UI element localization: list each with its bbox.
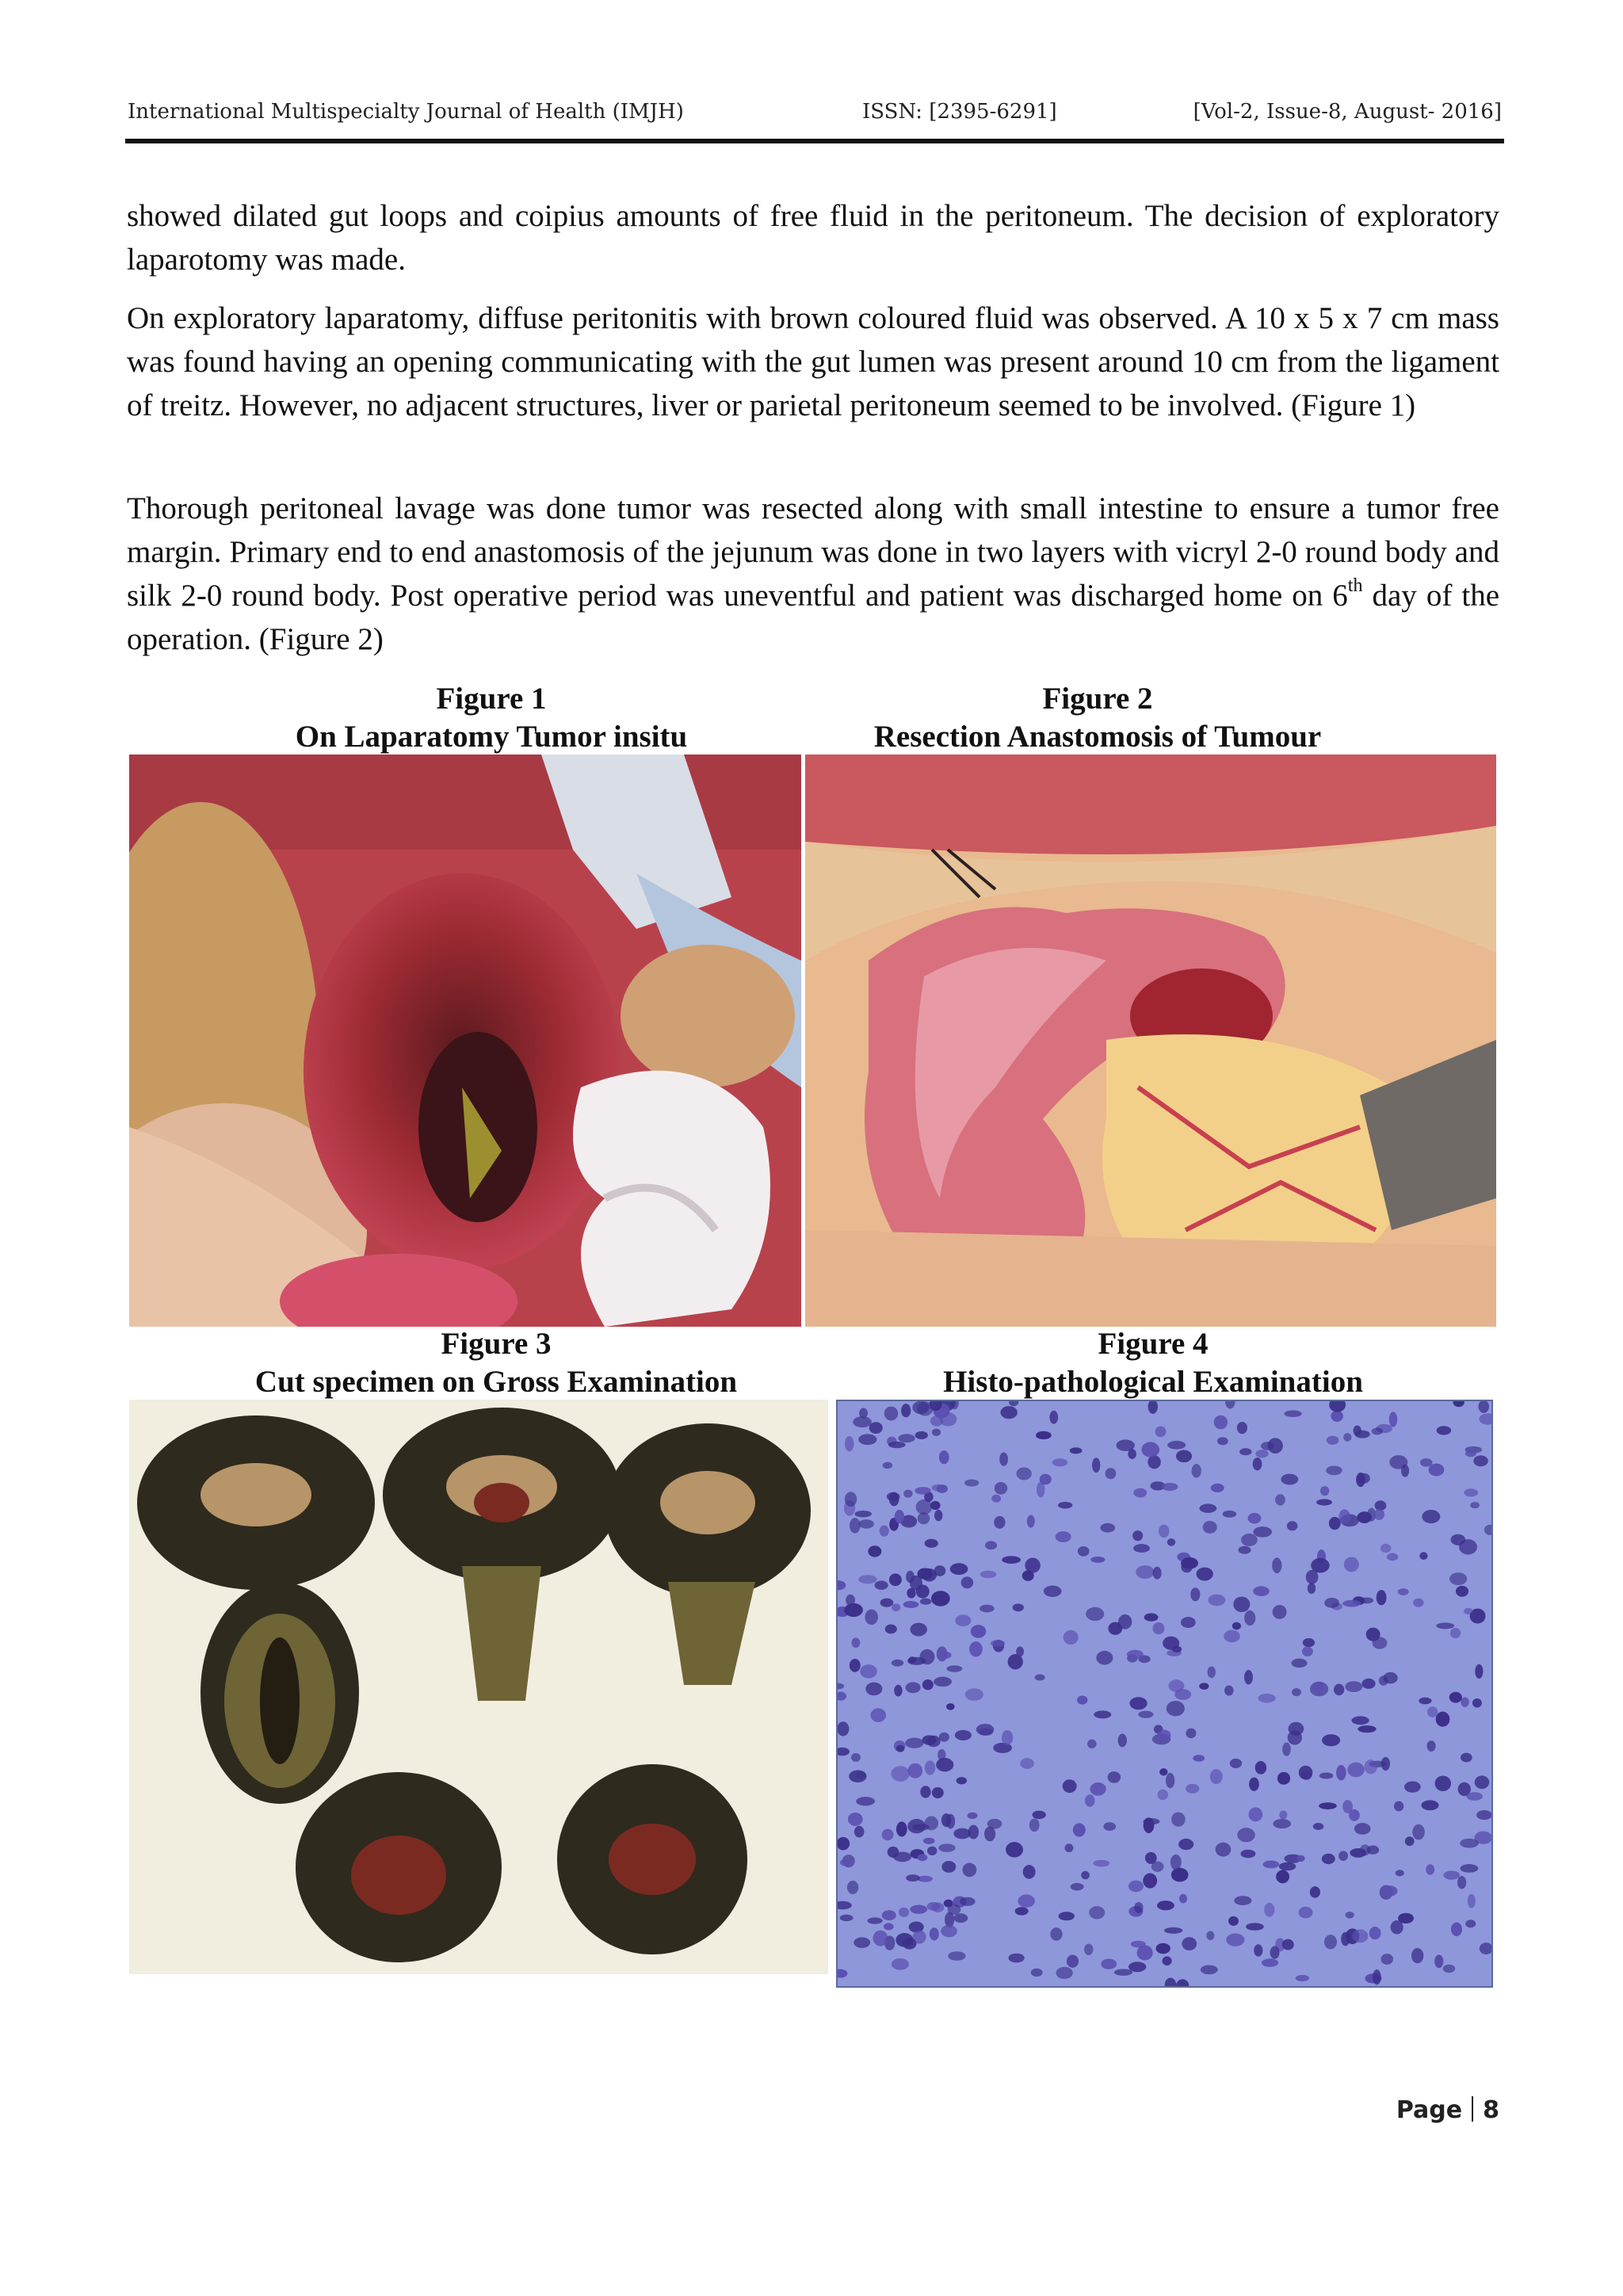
figure-4-label: Figure 4 — [1098, 1327, 1209, 1361]
figure-2-image — [805, 755, 1496, 1327]
journal-name: International Multispecialty Journal of Health (IMJH) — [128, 100, 684, 124]
figure-3-label: Figure 3 — [441, 1327, 552, 1361]
figure-4-title: Histo-pathological Examination — [943, 1365, 1363, 1399]
volume-issue: [Vol-2, Issue-8, August- 2016] — [1193, 100, 1502, 124]
page-footer — [1396, 2096, 1499, 2124]
figure-1-image — [129, 755, 801, 1327]
figure-2-label: Figure 2 — [1042, 682, 1153, 716]
figure-4-image — [836, 1400, 1493, 1988]
ordinal-superscript: th — [1347, 575, 1363, 596]
paragraph-3 — [127, 487, 1499, 661]
figure-4-caption — [927, 1325, 1379, 1401]
figure-2-title: Resection Anastomosis of Tumour — [873, 720, 1322, 754]
paragraph-2: On exploratory laparatomy, diffuse peritonitis with brown coloured fluid was observed. A 10 x 5 x 7 cm mass was found having an opening communicating with the gut lumen was present around 10 cm from the ligament of treitz. However, no adjacent structures, liver or parietal peritoneum seemed to be involved. (Figure 1) — [127, 301, 1499, 422]
figure-1-title: On Laparatomy Tumor insitu — [295, 720, 688, 754]
page-label: Page — [1396, 2096, 1463, 2124]
running-header — [128, 100, 1502, 132]
page-separator — [1472, 2096, 1473, 2122]
figure-1-label: Figure 1 — [436, 682, 547, 716]
figure-3-caption — [235, 1325, 758, 1401]
figure-2-caption — [848, 680, 1347, 756]
figure-3-image — [129, 1400, 828, 1974]
issn: ISSN: [2395-6291] — [862, 100, 1057, 124]
page-number: 8 — [1483, 2096, 1499, 2124]
figure-3-title: Cut specimen on Gross Examination — [254, 1365, 738, 1399]
header-rule — [125, 139, 1504, 143]
paragraph-3-text-end: day of the operation. (Figure 2) — [127, 579, 1499, 656]
figure-1-caption — [239, 680, 743, 756]
paragraph-3-text: Thorough peritoneal lavage was done tumor was resected along with small intestine to ensure a tumor free margin. Primary end to end anastomosis of the jejunum was done in two layers with vicryl 2-0 round body and silk 2-0 round body. Post operative period was uneventful and patient was discharged home on 6 — [127, 491, 1499, 613]
paragraph-1: showed dilated gut loops and coipius amounts of free fluid in the peritoneum. The decision of exploratory laparotomy was made. — [127, 199, 1499, 277]
